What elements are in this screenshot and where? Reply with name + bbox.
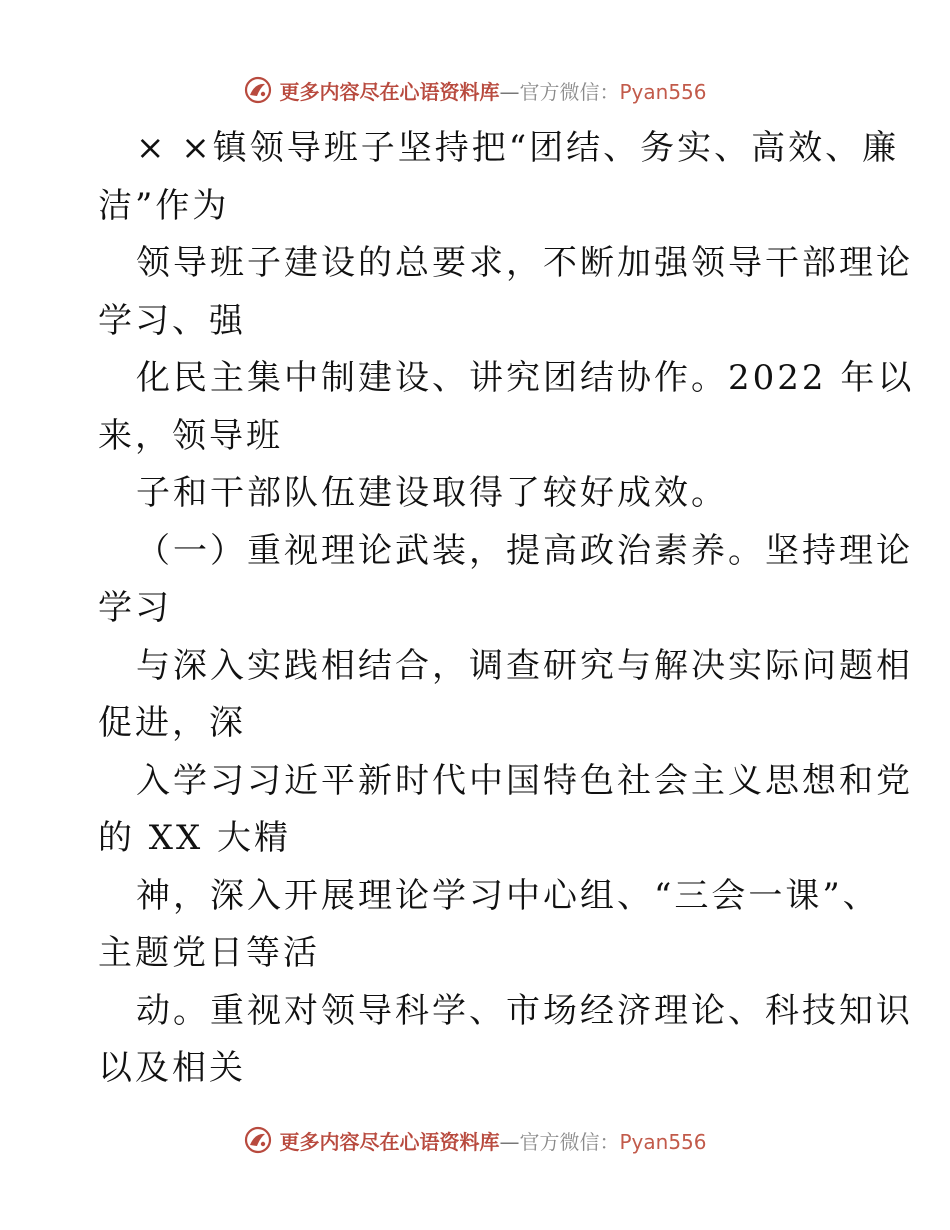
text-line: 入学习习近平新时代中国特色社会主义思想和党 — [136, 760, 913, 801]
watermark-text — [279, 1126, 706, 1155]
watermark-wechat-id: Pyan556 — [619, 1129, 707, 1154]
header-watermark — [0, 70, 950, 110]
text-line: 神，深入开展理论学习中心组、“三会一课”、 — [136, 875, 880, 916]
text-line: 来，领导班 — [98, 415, 283, 456]
text-line: × ×镇领导班子坚持把“团结、务实、高效、廉 — [136, 128, 900, 168]
watermark-text — [279, 76, 706, 105]
watermark-site-text: 更多内容尽在心语资料库 — [279, 79, 500, 104]
text-line: 与深入实践相结合，调查研究与解决实际问题相 — [136, 645, 913, 686]
text-line: 动。重视对领导科学、市场经济理论、科技知识 — [136, 990, 913, 1031]
text-line: 学习 — [98, 588, 172, 628]
footer-watermark — [0, 1120, 950, 1160]
text-line: 学习、强 — [98, 300, 246, 341]
watermark-separator: — — [499, 79, 520, 104]
text-line: （一）重视理论武装，提高政治素养。坚持理论 — [136, 530, 913, 571]
text-line: 以及相关 — [98, 1048, 246, 1088]
watermark-separator: — — [499, 1129, 520, 1154]
text-line: 洁”作为 — [98, 185, 230, 226]
text-line: 化民主集中制建设、讲究团结协作。2022 年以 — [136, 358, 915, 398]
text-line: 主题党日等活 — [98, 933, 320, 973]
text-line: 子和干部队伍建设取得了较好成效。 — [136, 473, 728, 513]
watermark-official-label: 官方微信： — [519, 1129, 620, 1154]
text-line: 促进，深 — [98, 703, 246, 743]
watermark-wechat-id: Pyan556 — [619, 79, 707, 104]
watermark-official-label: 官方微信： — [519, 79, 620, 104]
document-body — [98, 120, 915, 1098]
text-line: 的 XX 大精 — [98, 818, 292, 858]
text-line: 领导班子建设的总要求，不断加强领导干部理论 — [136, 243, 913, 283]
watermark-site-text: 更多内容尽在心语资料库 — [279, 1129, 500, 1154]
ink-brush-logo-icon — [243, 1125, 273, 1155]
ink-brush-logo-icon — [243, 75, 273, 105]
